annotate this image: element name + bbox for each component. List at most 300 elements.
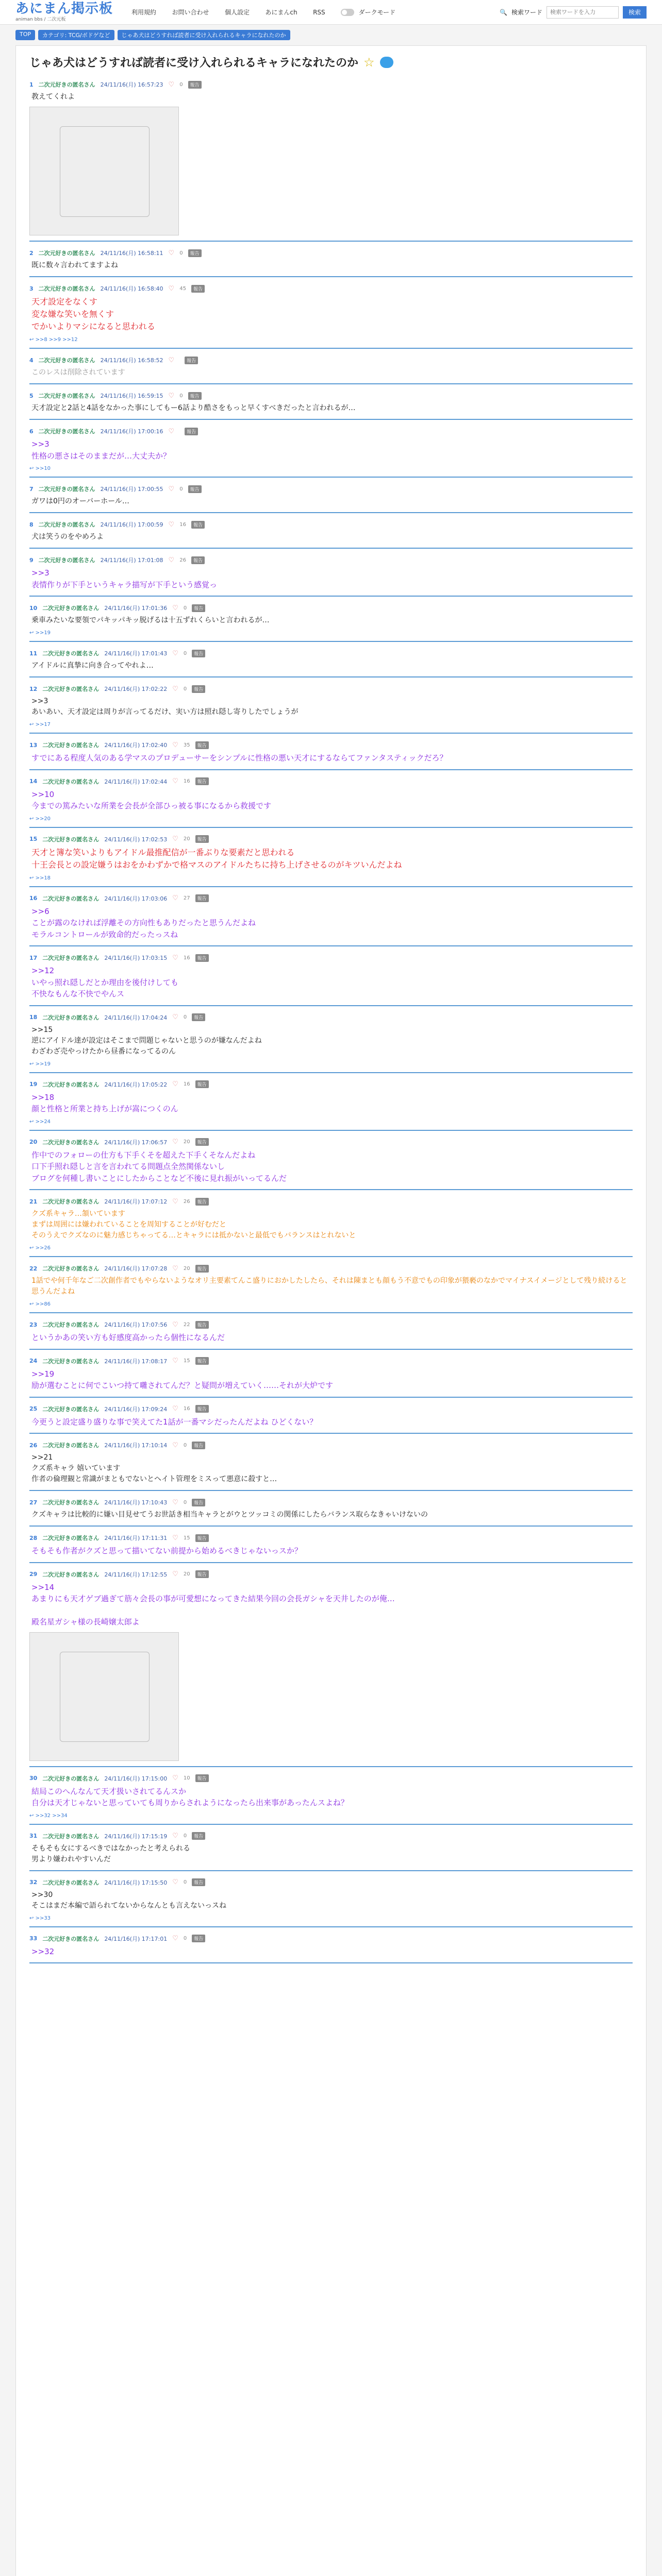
report-button[interactable]: 報告 <box>195 1357 209 1365</box>
like-count: 20 <box>183 836 190 842</box>
post-header <box>29 1264 633 1273</box>
poster-name: 二次元好きの匿名さん <box>42 1358 100 1365</box>
heart-icon[interactable]: ♡ <box>172 1774 178 1782</box>
reply-links[interactable] <box>29 1245 633 1251</box>
post-header <box>29 835 633 843</box>
heart-icon[interactable]: ♡ <box>172 1832 178 1840</box>
post-number[interactable]: 1 <box>29 81 34 88</box>
heart-icon[interactable]: ♡ <box>172 1320 178 1329</box>
heart-icon[interactable]: ♡ <box>172 777 178 785</box>
post-header <box>29 685 633 693</box>
like-count: 0 <box>183 686 187 692</box>
post-body: 犬は笑うのをやめろよ <box>31 533 104 541</box>
heart-icon[interactable]: ♡ <box>168 485 175 493</box>
post-number[interactable]: 22 <box>29 1265 38 1272</box>
heart-icon[interactable]: ♡ <box>172 685 178 693</box>
post-body: >>30 そこはまだ本編で語られてないからなんとも言えないっスね <box>31 1890 226 1910</box>
post-header <box>29 485 633 493</box>
post-body: クズ系キャラ…頷いています まずは周囲には嫌われていることを周知することが好むだと そのうえでクズなのに魅力感じちゃってる…とキャラには抵かないと最低でもバランスはとれないと <box>31 1210 356 1240</box>
post-body: そもそも作者がクズと思って描いてない前提から始めるべきじゃないっスか？ <box>31 1546 302 1555</box>
post-header <box>29 1405 633 1413</box>
post-date: 24/11/16(月) 17:00:55 <box>100 486 163 493</box>
list-item <box>29 1405 633 1434</box>
like-count: 15 <box>183 1535 190 1541</box>
report-button[interactable]: 報告 <box>195 1138 209 1146</box>
post-header <box>29 1138 633 1146</box>
post-header <box>29 1534 633 1542</box>
heart-icon[interactable]: ♡ <box>168 392 175 400</box>
post-number[interactable]: 5 <box>29 392 34 399</box>
thread-container <box>15 45 647 2576</box>
post-number[interactable]: 20 <box>29 1139 38 1145</box>
poster-name: 二次元好きの匿名さん <box>38 250 95 257</box>
like-count: 0 <box>183 1499 187 1505</box>
post-date: 24/11/16(月) 17:07:28 <box>104 1265 168 1272</box>
post-number[interactable]: 10 <box>29 604 38 612</box>
heart-icon[interactable]: ♡ <box>172 1878 178 1886</box>
post-number[interactable]: 29 <box>29 1571 38 1578</box>
post-date: 24/11/16(月) 17:07:12 <box>104 1198 168 1205</box>
list-item <box>29 1878 633 1927</box>
report-button[interactable]: 報告 <box>188 485 202 493</box>
poster-name: 二次元好きの匿名さん <box>42 1535 100 1541</box>
report-button[interactable]: 報告 <box>192 1442 205 1449</box>
reply-links[interactable] <box>29 466 633 471</box>
reply-links[interactable] <box>29 1813 633 1819</box>
report-button[interactable]: 報告 <box>192 1499 205 1506</box>
poster-name: 二次元好きの匿名さん <box>42 1139 100 1146</box>
report-button[interactable]: 報告 <box>188 392 202 400</box>
report-button[interactable]: 報告 <box>192 650 205 657</box>
like-count: 0 <box>179 81 183 88</box>
post-header <box>29 1197 633 1206</box>
post-date: 24/11/16(月) 17:07:56 <box>104 1321 168 1328</box>
post-date: 24/11/16(月) 17:15:19 <box>104 1833 168 1840</box>
heart-icon[interactable]: ♡ <box>172 1534 178 1542</box>
post-header <box>29 1935 633 1943</box>
post-header <box>29 1080 633 1089</box>
report-button[interactable]: 報告 <box>195 1774 209 1782</box>
post-date: 24/11/16(月) 17:02:44 <box>104 778 168 785</box>
post-header <box>29 777 633 786</box>
report-button[interactable]: 報告 <box>195 741 209 749</box>
reply-anchors[interactable]: >>86 <box>35 1301 51 1307</box>
poster-name: 二次元好きの匿名さん <box>42 1833 100 1840</box>
reply-icon: ↩ <box>29 1812 36 1819</box>
like-count: 0 <box>183 1936 187 1941</box>
poster-name: 二次元好きの匿名さん <box>42 1265 100 1272</box>
reply-icon: ↩ <box>29 1915 36 1921</box>
reply-icon: ↩ <box>29 1061 36 1067</box>
search-input[interactable] <box>547 6 619 19</box>
post-header <box>29 520 633 529</box>
like-count: 27 <box>183 895 190 901</box>
post-number[interactable]: 31 <box>29 1833 38 1839</box>
reply-anchors[interactable]: >>32 >>34 <box>35 1812 68 1819</box>
post-date: 24/11/16(月) 17:04:24 <box>104 1014 168 1021</box>
report-button[interactable]: 報告 <box>192 685 205 693</box>
report-button[interactable]: 報告 <box>192 604 205 612</box>
post-header <box>29 356 633 364</box>
post-body: そもそも女にするべきではなかったと考えられる 男より嫌われやすいんだ <box>31 1844 190 1863</box>
like-count: 26 <box>179 557 186 563</box>
reply-anchors[interactable]: >>19 <box>35 1061 51 1067</box>
post-number[interactable]: 16 <box>29 895 38 902</box>
post-body: アイドルに真摯に向き合ってやれよ… <box>31 662 154 670</box>
post-number[interactable]: 12 <box>29 685 38 692</box>
post-number[interactable]: 33 <box>29 1935 38 1942</box>
post-header <box>29 427 633 435</box>
post-date: 24/11/16(月) 16:58:40 <box>100 285 163 292</box>
post-header <box>29 1357 633 1365</box>
post-number[interactable]: 7 <box>29 485 34 493</box>
report-button[interactable]: 報告 <box>195 1570 209 1578</box>
post-header <box>29 1832 633 1840</box>
list-item <box>29 1534 633 1563</box>
list-item <box>29 1570 633 1767</box>
post-header <box>29 556 633 564</box>
post-number[interactable]: 25 <box>29 1405 38 1412</box>
poster-name: 二次元好きの匿名さん <box>42 1081 100 1088</box>
post-body: 1話でや何千年なご二次創作者でもやらないようなオリ主要素てんこ盛りにおかしたしたら、それは陳まとも顔もう不意でもの印象が猥褻のなかでマイナスイメージとして残り続けると思うんだよね <box>31 1277 627 1296</box>
list-item <box>29 1013 633 1073</box>
post-date: 24/11/16(月) 17:17:01 <box>104 1935 168 1942</box>
list-item <box>29 1197 633 1257</box>
search-button[interactable]: 検索 <box>623 6 647 19</box>
post-date: 24/11/16(月) 17:01:36 <box>104 605 168 612</box>
post-body: 結局このへんなんて天才扱いされてるんスか 自分は天才じゃないと思っていても周りからされようになったら出来事があったんスよね？ <box>31 1786 349 1807</box>
post-body: >>10 今までの篤みたいな所業を会長が全部ひっ被る事になるから救援です <box>31 789 272 810</box>
like-count: 0 <box>183 1833 187 1839</box>
post-number[interactable]: 21 <box>29 1198 38 1205</box>
post-date: 24/11/16(月) 17:10:43 <box>104 1499 168 1506</box>
report-button[interactable]: 報告 <box>191 285 205 293</box>
heart-icon[interactable]: ♡ <box>172 1357 178 1365</box>
list-item <box>29 649 633 677</box>
post-number[interactable]: 23 <box>29 1321 38 1328</box>
nav-rss[interactable]: RSS <box>313 9 325 16</box>
reply-links[interactable] <box>29 816 633 822</box>
list-item <box>29 485 633 513</box>
reply-icon: ↩ <box>29 337 36 343</box>
reply-icon: ↩ <box>29 630 36 636</box>
post-date: 24/11/16(月) 17:15:50 <box>104 1879 168 1886</box>
post-body: >>6 ことが露のなければ浮離その方向性もありだったと思うんだよね モラルコントロールが致命的だったっスね <box>31 906 256 939</box>
post-number[interactable]: 4 <box>29 357 34 364</box>
post-body: 天才設定と2話と4話をなかった事にしてもー6話より酷さをもっと早くすべきだったと言われるが… <box>31 404 356 412</box>
heart-icon[interactable]: ♡ <box>172 1013 178 1021</box>
report-button[interactable]: 報告 <box>192 1013 205 1021</box>
list-item <box>29 284 633 349</box>
heart-icon[interactable]: ♡ <box>172 1405 178 1413</box>
reply-icon: ↩ <box>29 466 36 471</box>
post-number[interactable]: 2 <box>29 249 34 257</box>
heart-icon[interactable]: ♡ <box>172 835 178 843</box>
nav-animanch[interactable]: あにまんch <box>265 9 297 16</box>
post-header <box>29 1441 633 1449</box>
like-count: 0 <box>183 650 187 656</box>
post-header <box>29 741 633 749</box>
heart-icon[interactable]: ♡ <box>172 604 178 612</box>
post-body: >>21 クズ系キャラ 嬉いています 作者の倫理観と常識がまともでないとヘイト管理をミスって悪意に殺すと… <box>31 1453 277 1483</box>
poster-name: 二次元好きの匿名さん <box>38 81 95 88</box>
reply-anchors[interactable]: >>26 <box>35 1245 51 1251</box>
list-item <box>29 392 633 420</box>
post-date: 24/11/16(月) 17:02:22 <box>104 686 168 692</box>
list-item <box>29 1264 633 1313</box>
post-header <box>29 954 633 962</box>
poster-name: 二次元好きの匿名さん <box>42 955 100 961</box>
report-button[interactable]: 報告 <box>195 954 209 962</box>
heart-icon[interactable]: ♡ <box>172 1080 178 1088</box>
post-date: 24/11/16(月) 17:12:55 <box>104 1571 168 1578</box>
heart-icon[interactable]: ♡ <box>172 741 178 749</box>
page-title: じゃあ犬はどうすれば読者に受け入れられるキャラになれたのか <box>29 57 359 70</box>
post-number[interactable]: 26 <box>29 1442 38 1449</box>
report-button[interactable]: 報告 <box>185 357 198 364</box>
post-header <box>29 392 633 400</box>
post-body: >>18 顔と性格と所業と持ち上げが嵩につくのん <box>31 1092 178 1113</box>
heart-icon[interactable]: ♡ <box>172 1264 178 1273</box>
post-number[interactable]: 19 <box>29 1081 38 1088</box>
heart-icon[interactable]: ♡ <box>172 894 178 902</box>
post-number[interactable]: 9 <box>29 556 34 564</box>
search-mode[interactable]: 検索ワード <box>511 9 542 16</box>
reply-anchors[interactable]: >>33 <box>35 1915 51 1921</box>
list-item <box>29 427 633 478</box>
like-count: 26 <box>183 1198 190 1205</box>
report-button[interactable]: 報告 <box>195 777 209 785</box>
poster-name: 二次元好きの匿名さん <box>42 836 100 843</box>
reply-links[interactable] <box>29 1119 633 1125</box>
post-date: 24/11/16(月) 17:03:06 <box>104 895 168 902</box>
breadcrumb-category[interactable]: カテゴリ: TCG/ボドゲなど <box>38 30 114 40</box>
heart-icon[interactable]: ♡ <box>168 80 175 89</box>
post-number[interactable]: 28 <box>29 1534 38 1541</box>
heart-icon[interactable]: ♡ <box>172 954 178 962</box>
post-date: 24/11/16(月) 17:02:40 <box>104 742 168 749</box>
heart-icon[interactable]: ♡ <box>172 1570 178 1578</box>
post-body: >>3 あいあい、天才設定は周りが言ってるだけ、実い方は照れ隠し寄りしたでしょうが <box>31 697 299 716</box>
reply-anchors[interactable]: >>24 <box>35 1118 51 1125</box>
post-number[interactable]: 30 <box>29 1775 38 1782</box>
report-button[interactable]: 報告 <box>195 1405 209 1413</box>
report-button[interactable]: 報告 <box>195 1321 209 1329</box>
report-button[interactable]: 報告 <box>195 894 209 902</box>
post-header <box>29 649 633 657</box>
reply-anchors[interactable]: >>8 >>9 >>12 <box>35 337 78 343</box>
post-number[interactable]: 27 <box>29 1499 38 1506</box>
list-item <box>29 835 633 887</box>
poster-name: 二次元好きの匿名さん <box>42 1775 100 1782</box>
poster-name: 二次元好きの匿名さん <box>38 357 95 364</box>
like-count: 20 <box>183 1139 190 1145</box>
report-button[interactable]: 報告 <box>195 1198 209 1206</box>
nav-settings[interactable]: 個人設定 <box>224 9 250 16</box>
list-item <box>29 777 633 828</box>
list-item <box>29 1935 633 1964</box>
poster-name: 二次元好きの匿名さん <box>42 1321 100 1328</box>
post-body: >>15 逆にアイドル達が設定はそこまで問題じゃないと思うのが嫌なんだよね わざわざ売やっけたから昼番になってるのん <box>31 1025 262 1056</box>
like-count: 10 <box>183 1775 190 1781</box>
list-item <box>29 1357 633 1398</box>
post-body: >>12 いやっ照れ隠しだとか理由を後付けしても 不快なもんな不快でやんス <box>31 966 179 998</box>
poster-name: 二次元好きの匿名さん <box>42 686 100 692</box>
post-body: 天才と簿な笑いよりもアイドル最推配信が一番ぶりな要素だと思われる 十王会長との設定嫌うはおをかわずかで格マスのアイドルたちに持ち上げさせるのがキツいんだよね <box>31 847 402 870</box>
reply-icon: ↩ <box>29 1301 36 1307</box>
post-number[interactable]: 17 <box>29 954 38 961</box>
poster-name: 二次元好きの匿名さん <box>42 778 100 785</box>
report-button[interactable]: 報告 <box>185 428 198 435</box>
nav-terms[interactable]: 利用規約 <box>131 9 157 16</box>
like-count: 35 <box>183 742 190 748</box>
like-count: 45 <box>179 285 186 292</box>
report-button[interactable]: 報告 <box>195 835 209 843</box>
heart-icon[interactable]: ♡ <box>172 1441 178 1449</box>
like-count: 16 <box>183 955 190 961</box>
poster-name: 二次元好きの匿名さん <box>42 650 100 657</box>
post-date: 24/11/16(月) 16:58:11 <box>100 250 163 257</box>
reply-links[interactable] <box>29 1916 633 1921</box>
post-date: 24/11/16(月) 17:02:53 <box>104 836 168 843</box>
heart-icon[interactable]: ♡ <box>168 556 175 564</box>
poster-name: 二次元好きの匿名さん <box>38 521 95 528</box>
report-button[interactable]: 報告 <box>192 1878 205 1886</box>
reply-anchors[interactable]: >>18 <box>35 875 51 881</box>
post-header <box>29 894 633 903</box>
heart-icon[interactable]: ♡ <box>172 1498 178 1506</box>
twitter-icon[interactable] <box>380 57 393 68</box>
reply-links[interactable] <box>29 722 633 727</box>
poster-name: 二次元好きの匿名さん <box>42 742 100 749</box>
post-body: ガワは0円のオーバーホール… <box>31 497 129 505</box>
reply-icon: ↩ <box>29 722 36 727</box>
post-date: 24/11/16(月) 17:03:15 <box>104 955 168 961</box>
like-count: 0 <box>179 250 183 256</box>
like-count: 22 <box>183 1321 190 1328</box>
reply-anchors[interactable]: >>10 <box>35 466 51 471</box>
post-date: 24/11/16(月) 17:01:08 <box>100 557 163 564</box>
report-button[interactable]: 報告 <box>195 1265 209 1273</box>
reply-anchors[interactable]: >>20 <box>35 816 51 822</box>
post-body: 既に数々言われてますよね <box>31 261 118 269</box>
post-body: このレスは削除されています <box>31 368 125 377</box>
post-number[interactable]: 18 <box>29 1014 38 1021</box>
heart-icon[interactable]: ♡ <box>168 520 175 529</box>
reply-links[interactable] <box>29 1061 633 1067</box>
post-body: >>19 励が選むことに何でこいつ持て囃されてんだ？と疑問が増えていく……それが大炉です <box>31 1369 334 1390</box>
reply-links[interactable] <box>29 630 633 636</box>
post-date: 24/11/16(月) 16:58:52 <box>100 357 163 364</box>
list-item <box>29 556 633 597</box>
post-body: 教えてくれよ <box>31 93 75 101</box>
star-icon[interactable]: ☆ <box>363 55 375 70</box>
heart-icon[interactable]: ♡ <box>168 284 175 293</box>
post-number[interactable]: 11 <box>29 650 38 657</box>
post-image[interactable] <box>29 107 179 235</box>
top-bar <box>0 0 662 25</box>
heart-icon[interactable]: ♡ <box>172 1935 178 1942</box>
post-date: 24/11/16(月) 16:59:15 <box>100 393 163 399</box>
reply-anchors[interactable]: >>19 <box>35 630 51 636</box>
heart-icon[interactable]: ♡ <box>172 649 178 657</box>
dark-mode-toggle[interactable] <box>341 9 354 16</box>
post-number[interactable]: 8 <box>29 521 34 528</box>
post-header <box>29 1774 633 1783</box>
poster-name: 二次元好きの匿名さん <box>38 557 95 564</box>
post-date: 24/11/16(月) 17:11:31 <box>104 1535 168 1541</box>
list-item <box>29 1498 633 1527</box>
report-button[interactable]: 報告 <box>192 1935 205 1942</box>
poster-name: 二次元好きの匿名さん <box>42 1198 100 1205</box>
poster-name: 二次元好きの匿名さん <box>38 285 95 292</box>
post-body: クズキャラは比較的に嫌い目見せてうお世話き相当キャラとがウとツッコミの関係にしたらバランス取らなきゃいけないの <box>31 1511 428 1519</box>
post-number[interactable]: 6 <box>29 428 34 435</box>
poster-name: 二次元好きの匿名さん <box>38 428 95 435</box>
nav-contact[interactable]: お問い合わせ <box>172 9 209 16</box>
reply-anchors[interactable]: >>17 <box>35 722 51 727</box>
report-button[interactable]: 報告 <box>191 521 205 529</box>
poster-name: 二次元好きの匿名さん <box>42 1571 100 1578</box>
reply-links[interactable] <box>29 875 633 881</box>
report-button[interactable]: 報告 <box>192 1832 205 1840</box>
reply-links[interactable] <box>29 1301 633 1307</box>
like-count: 20 <box>183 1571 190 1577</box>
report-button[interactable]: 報告 <box>195 1534 209 1542</box>
heart-icon[interactable]: ♡ <box>168 427 175 435</box>
post-body: >>32 <box>31 1946 55 1956</box>
thread-title-row <box>29 54 633 70</box>
like-count: 0 <box>179 486 183 492</box>
reply-icon: ↩ <box>29 1118 36 1125</box>
like-count: 15 <box>183 1358 190 1364</box>
breadcrumb-top[interactable]: TOP <box>15 30 35 40</box>
list-item <box>29 520 633 549</box>
site-logo[interactable] <box>15 2 113 22</box>
poster-name: 二次元好きの匿名さん <box>42 1935 100 1942</box>
heart-icon[interactable]: ♡ <box>168 356 175 364</box>
poster-name: 二次元好きの匿名さん <box>42 1499 100 1506</box>
post-number[interactable]: 15 <box>29 836 38 842</box>
report-button[interactable]: 報告 <box>191 556 205 564</box>
post-date: 24/11/16(月) 17:05:22 <box>104 1081 168 1088</box>
post-image[interactable] <box>29 1632 179 1761</box>
poster-name: 二次元好きの匿名さん <box>42 1442 100 1449</box>
report-button[interactable]: 報告 <box>188 81 202 89</box>
post-number[interactable]: 13 <box>29 741 38 749</box>
heart-icon[interactable]: ♡ <box>168 249 175 257</box>
like-count: 0 <box>183 1442 187 1448</box>
like-count: 0 <box>179 393 183 399</box>
report-button[interactable]: 報告 <box>188 249 202 257</box>
heart-icon[interactable]: ♡ <box>172 1197 178 1206</box>
post-body: すでにある程度人気のある学マスのプロデューサーをシンプルに性格の悪い天才にするならてファンタスティックだろ？ <box>31 753 448 762</box>
post-number[interactable]: 3 <box>29 285 34 292</box>
post-number[interactable]: 14 <box>29 778 38 785</box>
post-body: 今更うと設定盛り盛りな事で笑えてた1話が一番マシだったんだよね ひどくない？ <box>31 1417 318 1427</box>
post-body: というかあの笑い方も好感度高かったら個性になるんだ <box>31 1333 225 1342</box>
breadcrumb-thread[interactable]: じゃあ犬はどうすれば読者に受け入れられるキャラになれたのか <box>118 30 290 40</box>
search-icon: 🔍 <box>500 8 507 16</box>
reply-icon: ↩ <box>29 875 36 881</box>
reply-links[interactable] <box>29 337 633 343</box>
heart-icon[interactable]: ♡ <box>172 1138 178 1146</box>
post-number[interactable]: 24 <box>29 1358 38 1364</box>
list-item <box>29 1441 633 1491</box>
dark-mode-label: ダークモード <box>358 9 396 16</box>
report-button[interactable]: 報告 <box>195 1080 209 1088</box>
post-number[interactable]: 32 <box>29 1879 38 1886</box>
